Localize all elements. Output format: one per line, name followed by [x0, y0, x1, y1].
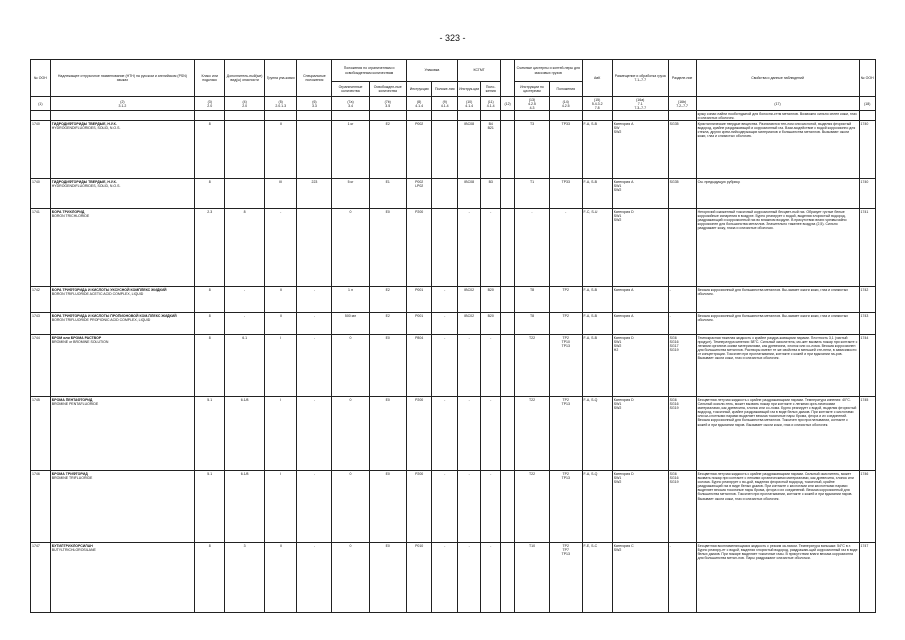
cell-pp: -: [432, 471, 458, 543]
column-number: (5) 2.0.1.3: [264, 97, 297, 111]
column-number: (16b) 7.2–7.7: [668, 97, 696, 111]
cell-stow: Категория D SW1 SW2 H2: [612, 335, 668, 397]
column-number: (18): [859, 97, 875, 111]
cell-un2: 1744: [859, 335, 875, 397]
cell-ibi: -: [458, 335, 481, 397]
cell-ibi: -: [458, 397, 481, 471]
dangerous-goods-table: [30, 59, 876, 613]
shipping-name-en: BUTYLTRICHLOROSILANE: [51, 548, 96, 553]
cell-ti: -: [515, 209, 550, 287]
cell-seg: -: [668, 287, 696, 313]
shipping-name-en: BORON TRIFLUORIDE ACETIC ACID COMPLEX, LIQUID: [51, 292, 144, 297]
shipping-name: [50, 471, 194, 543]
cell-un2: 1741: [859, 209, 875, 287]
cell-cls: 5.1: [195, 397, 225, 471]
cell-un: 1745: [31, 397, 51, 471]
cell-ems: F-A, S-Q: [582, 471, 612, 543]
cell-sp: -: [297, 335, 332, 397]
cell-pg: I: [264, 471, 297, 543]
cell-pi: P010: [406, 543, 432, 613]
cell-pg: I: [264, 335, 297, 397]
table-row: [31, 179, 876, 209]
header-gap: [501, 60, 515, 97]
shipping-name-en: BORON TRIFLUORIDE PROPIONIC ACID COMPLEX, LIQUID: [51, 318, 151, 323]
cell-sp: [297, 209, 332, 287]
cell-un2: 1746: [859, 471, 875, 543]
header-un-no-right: № ООН: [859, 60, 875, 97]
cell-cls: 8: [195, 543, 225, 613]
shipping-name-ru: БОРА ТРИХЛОРИД: [51, 209, 85, 214]
cell-ibp: -: [481, 335, 501, 397]
cell-stow: Категория D SW1 SW2: [612, 209, 668, 287]
cell-ibp: B20: [481, 313, 501, 335]
shipping-name: [50, 543, 194, 613]
cell-pi: P200: [406, 397, 432, 471]
shipping-name-ru: ГИДРОДИФТОРИДЫ ТВЕРДЫЕ, Н.У.К.: [51, 179, 117, 184]
cell-sp: -: [297, 397, 332, 471]
cell-ti: T8: [515, 313, 550, 335]
table-row: [31, 543, 876, 613]
cell-eq: E2: [369, 121, 406, 179]
cell-seg: SG6 SG16 SG19: [668, 471, 696, 543]
page-number: - 323 -: [439, 33, 466, 43]
cell-eq: E2: [369, 287, 406, 313]
column-number: (14) 4.2.5: [549, 97, 582, 111]
shipping-name-ru: БРОМА ТРИФТОРИД: [51, 471, 88, 476]
column-number: (1): [31, 97, 51, 111]
header-properties: Свойства и данные наблюдений: [696, 60, 859, 97]
column-number: (9) 4.1.4: [432, 97, 458, 111]
cell-stow: Категория А SW SW2: [612, 121, 668, 179]
cell-tp: TP2 TP10 TP13: [549, 335, 582, 397]
cell-sp: -: [297, 543, 332, 613]
cell-gap: [501, 313, 515, 335]
cell-ibp: -: [481, 543, 501, 613]
cell-cls: 8: [195, 179, 225, 209]
shipping-name-ru: БРОМ или БРОМА РАСТВОР: [51, 335, 102, 340]
column-number: (2) 3.1.2: [50, 97, 194, 111]
cell-ibp: -: [481, 397, 501, 471]
cell-gap: [501, 287, 515, 313]
cell-ems: F-A, S-B: [582, 287, 612, 313]
cell-prop: Бесцветная летучая жидкость с крайне раздражающими парами. Сильный окислитель, может вызвать пожар при контакте с легкими органическими материалами, как древесина, хлопок или солома. Бурно реагирует с во-дой, выделяя фтористый водород, токсичный, крайне раздражающий газ в виде белых дымов. При контакте с кислотами или кислотными парами выделяет весьма токсичные пары брома, фтора и их соединений. Весьма коррозионный для большинства металлов. Токсичен при проглатывании, контакте с кожей и при вдыхании паров. Вызывает ожоги кожи, глаз и слизистых оболочек.: [696, 471, 859, 543]
column-number: (7a) 3.4: [332, 97, 369, 111]
cell-gap: [501, 179, 515, 209]
cell-prop: Кристаллические твердые вещества. Разлагаются теп-лом или кислотой, выделяя фтористый водород, крайне раздражающий и коррозионный газ. Взаи-модействие с водой коррозионно для стекла, других крем-нийсодержащих материалов и большинства металлов. Вызывают ожоги кожи, глаз и слизистых оболочек.: [696, 121, 859, 179]
cell-sp: 223: [297, 179, 332, 209]
column-number: (10) 4.1.4: [458, 97, 481, 111]
header-additional-hazard: Дополнитель-ный(ые) вид(ы) опасности: [225, 60, 265, 97]
cell-eq: E2: [369, 313, 406, 335]
cell-stow: Категория А: [612, 287, 668, 313]
cell-ti: T22: [515, 397, 550, 471]
cell-tp: TP33: [549, 121, 582, 179]
column-number: (12): [501, 97, 515, 111]
cell-un: 1741: [31, 209, 51, 287]
cell-pp: -: [432, 543, 458, 613]
column-number: (16a) 7.1 7.3–7.7: [612, 97, 668, 111]
cell-seg: SG35: [668, 121, 696, 179]
cell-un: 1743: [31, 313, 51, 335]
cell-sub: [225, 121, 265, 179]
cell-ti: T10: [515, 543, 550, 613]
cell-ti: T3: [515, 121, 550, 179]
cell-eq: E0: [369, 471, 406, 543]
cell-lq: 0: [332, 471, 369, 543]
cell-prop: Бесцветная летучая жидкость с крайне раздражающими парами. Температура кипения: 40°C. Сильный окисли-тель, может вызвать пожар при контакте с легкими орга-ническими материалами, как древесина, хлопок или со-лома. Бурно реагирует с водой, выделяя фтористый водород, токсичный, крайне раздражающий газ в виде белых дымов. При контакте с кислотами или ки-слотными парами выделяет весьма токсичные пары брома, фтора и их соединений. Весьма коррозионный для большинства металлов. Токсичен при проглатывании, контакте с кожей и при вдыхании паров. Вызывает ожоги кожи, глаз и слизистых оболочек.: [696, 397, 859, 471]
cell-un: 1746: [31, 471, 51, 543]
header-packaging: Упаковка: [406, 60, 457, 82]
cell-pp: -: [432, 397, 458, 471]
shipping-name-ru: БРОМА ПЕНТАФТОРИД: [51, 397, 93, 402]
header-tank-prov: Положения: [549, 82, 582, 97]
shipping-name: [50, 121, 194, 179]
shipping-name-en: BORON TRICHLORIDE: [51, 214, 90, 219]
header-ibc-prov: Поло-жения: [481, 82, 501, 97]
header-limited-excepted: Положения по ограниченным и освобожденным количествам: [332, 60, 406, 82]
shipping-name: [50, 287, 194, 313]
cell-ems: F-C, S-U: [582, 209, 612, 287]
cell-un: 1742: [31, 287, 51, 313]
cell-pg: II: [264, 313, 297, 335]
cell-seg: -: [668, 313, 696, 335]
cell-pg: II: [264, 287, 297, 313]
cell-seg: [668, 209, 696, 287]
cell-sp: [297, 121, 332, 179]
cell-prop: Темнокрасная тяжелая жидкость с крайне раздра-жающими парами. Плотность 3,1 (чистый продукт). Температура кипения: 58°C. Сильный окислитель; мо-жет вызвать пожар при контакте с легкими органиче-скими материалами, как древесина, хлопок или со-лома. Весьма коррозионен для большинства металлов. Растворы имеют те же свойства в меньшей сте-пени, в зависимости от концентрации. Токсичен при проглатывании, контакте с кожей и при вдыхании па-ров. Вызывает ожоги кожи, глаз и слизистых оболочек.: [696, 335, 859, 397]
cell-gap: [501, 471, 515, 543]
cell-lq: 0: [332, 335, 369, 397]
cell-un: 1744: [31, 335, 51, 397]
cell-gap: [501, 543, 515, 613]
cell-un2: 1740: [859, 179, 875, 209]
cell-cls: 8: [195, 287, 225, 313]
shipping-name-en: HYDROGENDIFLUORIDES, SOLID, N.O.S.: [51, 184, 121, 189]
cell-stow: Категория C SW2: [612, 543, 668, 613]
cell-un2: 1740: [859, 121, 875, 179]
cell-tp: TP2 TP13: [549, 397, 582, 471]
column-number: (17): [696, 97, 859, 111]
shipping-name-ru: БОРА ТРИФТОРИДА И КИСЛОТЫ УКСУСНОЙ КОМПЛЕКС ЖИДКИЙ: [51, 287, 167, 292]
shipping-name-en: BROMINE PENTAFLUORIDE: [51, 402, 99, 407]
cell-ibi: IBC08: [458, 179, 481, 209]
header-ems: АвК: [582, 60, 612, 97]
header-class: Класс или подкласс: [195, 60, 225, 97]
cell-sub: [225, 179, 265, 209]
shipping-name: [50, 397, 194, 471]
header-name: Надлежащее отгрузочное наименование (НТН) на русском и английском (PSN) языках: [50, 60, 194, 97]
cell-prop: См. предыдущую рубрику.: [696, 179, 859, 209]
cell-pp: [432, 209, 458, 287]
cell-ems: F-A, S-B: [582, 179, 612, 209]
cell-pi: P001: [406, 313, 432, 335]
cell-seg: SG6 SG16 SG17 SG19: [668, 335, 696, 397]
cell-sub: 8: [225, 209, 265, 287]
cell-ems: F-A, S-Q: [582, 397, 612, 471]
header-ibc-instr: Инструк-ции: [458, 82, 481, 97]
cell-ibi: -: [458, 543, 481, 613]
cell-pg: -: [264, 209, 297, 287]
cell-pp: [432, 179, 458, 209]
cell-lq: 500 мл: [332, 313, 369, 335]
cell-ems: F-E, S-C: [582, 543, 612, 613]
cell-gap: [501, 335, 515, 397]
cell-un: 1747: [31, 543, 51, 613]
cell-ibp: -: [481, 471, 501, 543]
shipping-name: [50, 179, 194, 209]
shipping-name: [50, 335, 194, 397]
cell-pg: II: [264, 121, 297, 179]
shipping-name-ru: ГИДРОДИФТОРИДЫ ТВЕРДЫЕ, Н.У.К.: [51, 121, 117, 126]
cell-ibi: -: [458, 471, 481, 543]
cell-sp: -: [297, 471, 332, 543]
cell-ibi: IBC08: [458, 121, 481, 179]
cell-lq: 1 л: [332, 287, 369, 313]
cell-tp: TP2: [549, 313, 582, 335]
cell-pi: P200: [406, 209, 432, 287]
cell-pi: P804: [406, 335, 432, 397]
cell-stow: Категория D SW1 SW2: [612, 397, 668, 471]
cell-un: 1740: [31, 179, 51, 209]
table-row: [31, 335, 876, 397]
cell-sub: 6.1/8: [225, 471, 265, 543]
cell-un: 1740: [31, 121, 51, 179]
cell-lq: 0: [332, 397, 369, 471]
cell-ti: T22: [515, 471, 550, 543]
cell-pi: P002: [406, 121, 432, 179]
cell-cls: 8: [195, 335, 225, 397]
header-segregation: Разделе-ние: [668, 60, 696, 97]
table-row: [31, 209, 876, 287]
cell-pp: -: [432, 313, 458, 335]
cell-cls: 2.3: [195, 209, 225, 287]
cell-ibp: B4 B21: [481, 121, 501, 179]
column-number: (13) 4.2.5 4.3: [515, 97, 550, 111]
cell-ibi: IBC02: [458, 287, 481, 313]
column-number: (3) 2.0: [195, 97, 225, 111]
header-pack-instr: Инструкции: [406, 82, 432, 97]
header-un-no: № ООН: [31, 60, 51, 97]
cell-pi: P200: [406, 471, 432, 543]
cell-cls: 8: [195, 313, 225, 335]
cell-ibp: B3: [481, 179, 501, 209]
cell-pp: [432, 121, 458, 179]
cell-tp: TP33: [549, 179, 582, 209]
cell-lq: 0: [332, 543, 369, 613]
cell-ti: T22: [515, 335, 550, 397]
cell-eq: E0: [369, 543, 406, 613]
header-excepted-qty: Освобожден-ные количества: [369, 82, 406, 97]
cell-ibp: -: [481, 209, 501, 287]
cell-lq: 1 кг: [332, 121, 369, 179]
cell-tp: -: [549, 209, 582, 287]
cell-sub: -: [225, 287, 265, 313]
cell-gap: [501, 209, 515, 287]
header-special-provisions: Специальные положения: [297, 60, 332, 97]
cell-ibi: -: [458, 209, 481, 287]
cell-gap: [501, 121, 515, 179]
continued-properties-text: кузку сопаи лайни нообсгндыной для болосни-сттм металлов. Возможно сильно сплен кожи, глаз и слизистых оболочек.: [696, 111, 859, 121]
cell-lq: 0: [332, 209, 369, 287]
table-row: [31, 287, 876, 313]
cell-seg: -: [668, 543, 696, 613]
table-row: [31, 121, 876, 179]
cell-pi: P001: [406, 287, 432, 313]
table-row: [31, 313, 876, 335]
cell-ti: T8: [515, 287, 550, 313]
header-pack-prov: Положе-ния: [432, 82, 458, 97]
cell-ti: T1: [515, 179, 550, 209]
column-number: (6) 3.3: [297, 97, 332, 111]
header-tanks: Съемные цистерны и контей-неры для массовых грузов: [515, 60, 583, 82]
shipping-name-ru: БОРА ТРИФТОРИДА И КИСЛОТЫ ПРОПИОНОВОЙ КОМ-ПЛЕКС ЖИДКИЙ: [51, 313, 177, 318]
cell-stow: Категория D SW1 SW2: [612, 471, 668, 543]
cell-sp: -: [297, 313, 332, 335]
cell-sub: 6.1: [225, 335, 265, 397]
cell-un2: 1742: [859, 287, 875, 313]
column-number: (15) 5.4.3.2 7.8: [582, 97, 612, 111]
header-limited-qty: Ограниченные количества: [332, 82, 369, 97]
cell-pi: P002 LP02: [406, 179, 432, 209]
cell-eq: E0: [369, 209, 406, 287]
cell-cls: 5.1: [195, 471, 225, 543]
table-row: [31, 397, 876, 471]
cell-cls: 8: [195, 121, 225, 179]
cell-lq: 5 кг: [332, 179, 369, 209]
shipping-name-en: HYDROGENDIFLUORIDES, SOLID, N.O.S.: [51, 126, 121, 131]
header-stowage: Размещение и обработка груза 7.1–7.7: [612, 60, 668, 97]
shipping-name: [50, 209, 194, 287]
cell-sub: 3: [225, 543, 265, 613]
cell-prop: Бесцветная воспламеняющаяся жидкость с резким за-пахом. Температура вспышки: 54°C в.т. Бурно реагиру-ет с водой, выделяя хлористый водород, раздражаю-щий коррозионный газ в виде белых дымов. При пожаре выделяет токсичные газы. В присутствии влаги весьма коррозионна для большинства метал-лов. Пары раздражают слизистые оболочки.: [696, 543, 859, 613]
cell-ibi: IBC02: [458, 313, 481, 335]
header-ibc: КСГМГ: [458, 60, 501, 82]
cell-tp: TP2 TP7 TP13: [549, 543, 582, 613]
cell-sp: -: [297, 287, 332, 313]
cell-pg: III: [264, 179, 297, 209]
cell-seg: SG6 SG16 SG19: [668, 397, 696, 471]
cell-un2: 1745: [859, 397, 875, 471]
cell-stow: Категория А SW1 SW2: [612, 179, 668, 209]
cell-ems: F-A, S-B: [582, 121, 612, 179]
shipping-name-ru: БУТИЛТРИХЛОРСИЛАН: [51, 543, 93, 548]
column-number: (4) 2.0: [225, 97, 265, 111]
column-number: (7b) 3.5: [369, 97, 406, 111]
cell-gap: [501, 397, 515, 471]
cell-tp: TP2: [549, 287, 582, 313]
table-row: [31, 471, 876, 543]
cell-prop: Весьма коррозионный для большинства металлов. Вы-зывает ожоги кожи, глаз и слизистых оболочек.: [696, 287, 859, 313]
cell-eq: E1: [369, 179, 406, 209]
shipping-name: [50, 313, 194, 335]
column-number: (8) 4.1.4: [406, 97, 432, 111]
cell-ibp: B20: [481, 287, 501, 313]
column-number: (11) 4.1.4: [481, 97, 501, 111]
cell-prop: Негорючий сжиженный токсичный коррозионный бесцвет-ный газ. Образует густые белые коррозийные испарения в воздухе. Бурно реагирует с водой, выделяя хлористый водород, раздражающий и коррозионный газ во влажном воздухе. В присутствии влаги чрезвычайно коррозионен для большинства металлов. Значительно тяжелее воздуха (2,5). Сильно раздражает кожу, глаза и слизистые оболочки.: [696, 209, 859, 287]
cell-pp: -: [432, 287, 458, 313]
cell-seg: SG35: [668, 179, 696, 209]
cell-un2: 1747: [859, 543, 875, 613]
column-numbers-row: [31, 97, 876, 111]
cell-prop: Весьма коррозионный для большинства металлов. Вы-зывает ожоги кожи, глаз и слизистых оболочек.: [696, 313, 859, 335]
cell-eq: E0: [369, 335, 406, 397]
shipping-name-en: BROMINE or BROMINE SOLUTION: [51, 340, 109, 345]
shipping-name-en: BROMINE TRIFLUORIDE: [51, 476, 93, 481]
cell-pp: -: [432, 335, 458, 397]
header-packing-group: Группа упа-ковки: [264, 60, 297, 97]
cell-stow: Категория А: [612, 313, 668, 335]
cell-sub: 6.1/8: [225, 397, 265, 471]
cell-tp: TP2 TP13: [549, 471, 582, 543]
cell-eq: E0: [369, 397, 406, 471]
header-tank-instr: Инструкции по цистернам: [515, 82, 550, 97]
cell-ems: F-A, S-B: [582, 335, 612, 397]
cell-sub: -: [225, 313, 265, 335]
cell-un2: 1743: [859, 313, 875, 335]
cell-pg: I: [264, 397, 297, 471]
cell-pg: II: [264, 543, 297, 613]
cell-ems: F-A, S-B: [582, 313, 612, 335]
